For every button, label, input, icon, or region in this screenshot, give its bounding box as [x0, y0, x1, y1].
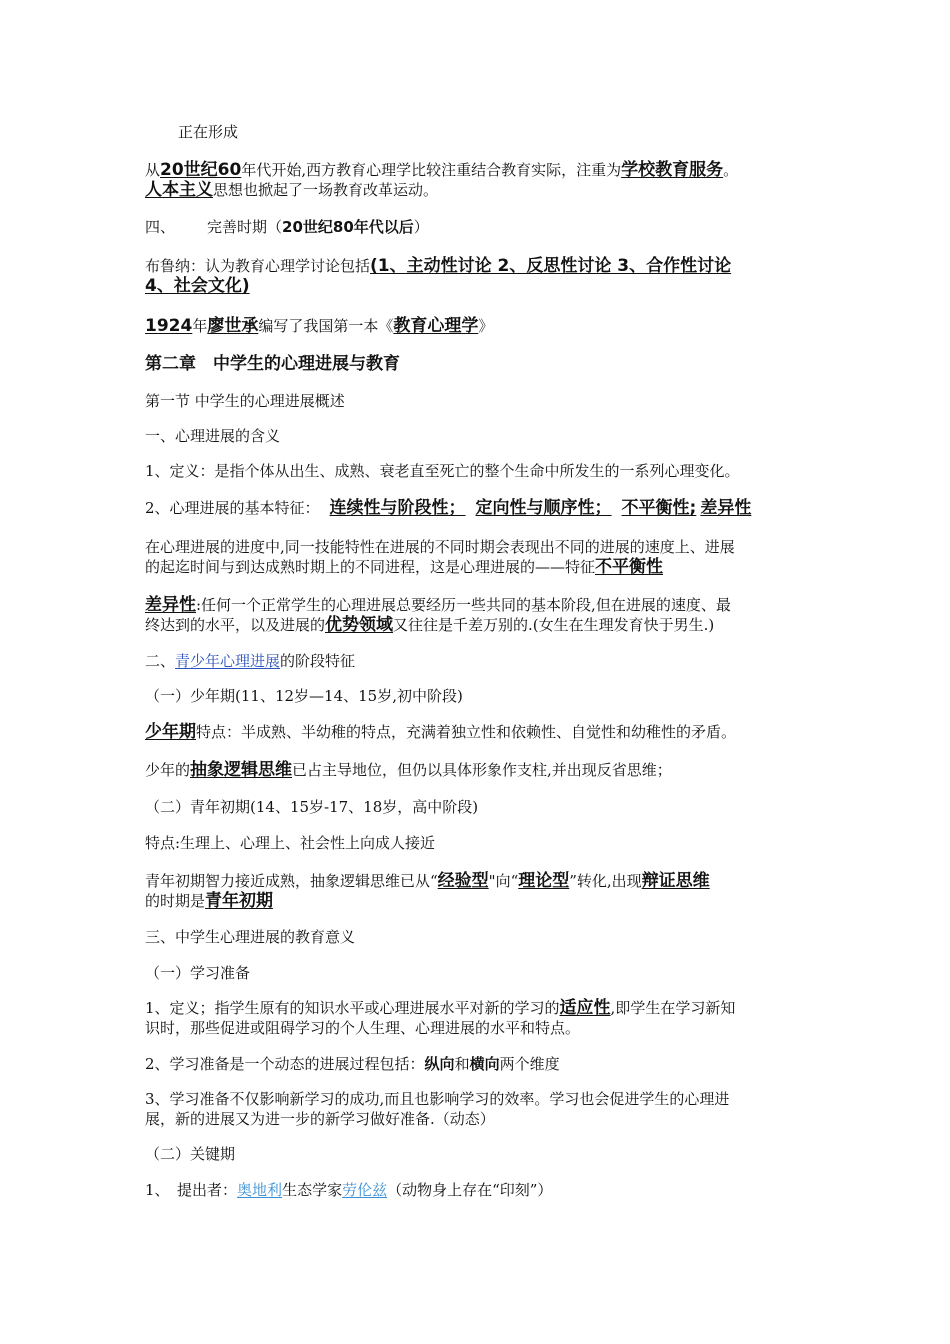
paragraph-readiness-definition: 1、定义；指学生原有的知识水平或心理进展水平对新的学习的适应性,即学生在学习新知: [145, 998, 736, 1018]
paragraph-difference: 差异性:任何一个正常学生的心理进展总要经历一些共同的基本阶段,但在进展的速度、最: [145, 595, 731, 615]
subsection-education-meaning: 三、中学生心理进展的教育意义: [145, 928, 356, 946]
paragraph-readiness-efficiency-cont: 展，新的进展又为进一步的新学习做好准备.（动态）: [145, 1110, 495, 1128]
youth-development-link[interactable]: 青少年心理进展: [175, 652, 281, 670]
subsection-youth: （二）青年初期(14、15岁-17、18岁，高中阶段): [145, 798, 479, 816]
paragraph-unbalanced-cont: 的起迄时间与到达成熟时期上的不同进程，这是心理进展的——特征不平衡性: [145, 557, 664, 577]
heading-perfection-period: 四、 完善时期（20世纪80年代以后）: [145, 218, 429, 236]
subsection-juvenile: （一）少年期(11、12岁—14、15岁,初中阶段): [145, 687, 463, 705]
paragraph-1960s: 从20世纪60年代开始,西方教育心理学比较注重结合教育实际，注重为学校教育服务。: [145, 160, 739, 180]
paragraph-difference-cont: 终达到的水平，以及进展的优势领域又往往是千差万别的.(女生在生理发育快于男生.): [145, 615, 715, 635]
lorenz-link[interactable]: 劳伦兹: [342, 1181, 388, 1199]
paragraph-unbalanced: 在心理进展的进度中,同一技能特性在进展的不同时期会表现出不同的进展的速度上、进展: [145, 538, 735, 556]
paragraph-basic-features: 2、心理进展的基本特征： 连续性与阶段性； 定向性与顺序性； 不平衡性; 差异性: [145, 498, 752, 518]
paragraph-bruner: 布鲁纳：认为教育心理学讨论包括(1、主动性讨论 2、反思性讨论 3、合作性讨论: [145, 256, 732, 276]
paragraph-1924: 1924年廖世承编写了我国第一本《教育心理学》: [145, 316, 494, 336]
paragraph-youth-intellect: 青年初期智力接近成熟，抽象逻辑思维已从“经验型"向“理论型”转化,出现辩证思维: [145, 871, 710, 891]
paragraph-readiness-dynamic: 2、学习准备是一个动态的进展过程包括：纵向和横向两个维度: [145, 1055, 560, 1073]
paragraph-readiness-definition-cont: 识时，那些促进或阻碍学习的个人生理、心理进展的水平和特点。: [145, 1019, 581, 1037]
paragraph-forming: 正在形成: [178, 123, 239, 141]
paragraph-abstract-thinking: 少年的抽象逻辑思维已占主导地位，但仍以具体形象作支柱,并出现反省思维；: [145, 760, 672, 780]
subsection-meaning: 一、心理进展的含义: [145, 427, 281, 445]
subsection-learning-readiness: （一）学习准备: [145, 964, 251, 982]
subsection-critical-period: （二）关键期: [145, 1145, 236, 1163]
paragraph-definition: 1、定义：是指个体从出生、成熟、衰老直至死亡的整个生命中所发生的一系列心理变化。: [145, 462, 740, 480]
paragraph-youth-features: 特点:生理上、心理上、社会性上向成人接近: [145, 834, 436, 852]
chapter-title: 第二章 中学生的心理进展与教育: [145, 354, 400, 374]
paragraph-juvenile-features: 少年期特点：半成熟、半幼稚的特点，充满着独立性和依赖性、自觉性和幼稚性的矛盾。: [145, 722, 737, 742]
paragraph-bruner-cont: 4、社会文化): [145, 276, 250, 296]
paragraph-readiness-efficiency: 3、学习准备不仅影响新学习的成功,而且也影响学习的效率。学习也会促进学生的心理进: [145, 1090, 730, 1108]
paragraph-1960s-cont: 人本主义思想也掀起了一场教育改革运动。: [145, 180, 439, 200]
subsection-stages: 二、青少年心理进展的阶段特征: [145, 652, 356, 670]
section-title: 第一节 中学生的心理进展概述: [145, 392, 345, 410]
paragraph-youth-intellect-cont: 的时期是青年初期: [145, 891, 274, 911]
austria-link[interactable]: 奥地利: [237, 1181, 283, 1199]
paragraph-proposer: 1、 提出者：奥地利生态学家劳伦兹（动物身上存在“印刻”）: [145, 1181, 553, 1199]
